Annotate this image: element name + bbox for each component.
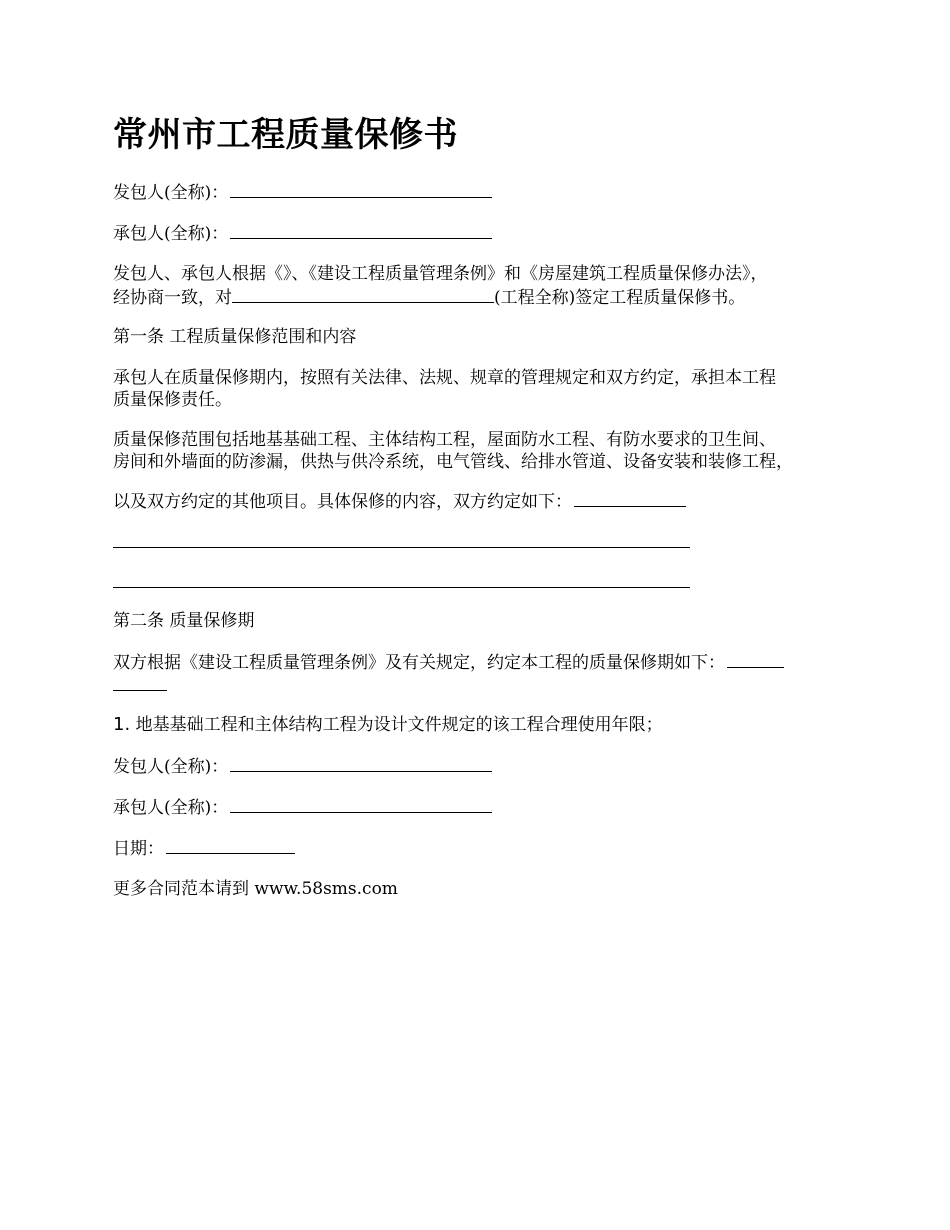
project-name-blank	[232, 286, 494, 303]
period-blank	[727, 651, 784, 668]
sign-party-a-label: 发包人(全称)：	[113, 757, 229, 777]
article1-heading: 第一条 工程质量保修范围和内容	[113, 327, 357, 347]
content-blank	[574, 490, 686, 507]
party-a-line	[113, 181, 853, 204]
party-b-blank	[230, 222, 492, 239]
sign-party-b-line	[113, 796, 853, 819]
period-blank-continued	[113, 674, 167, 691]
article2-p1-text: 双方根据《建设工程质量管理条例》及有关规定，约定本工程的质量保修期如下：	[113, 653, 725, 673]
sign-party-a-blank	[230, 755, 492, 772]
party-a-label: 发包人(全称)：	[113, 183, 229, 203]
date-blank	[166, 837, 295, 854]
date-line	[113, 837, 853, 860]
article1-p1-line2: 质量保修责任。	[113, 390, 232, 410]
party-b-line	[113, 222, 853, 245]
intro-line-1: 发包人、承包人根据《》、《建设工程质量管理条例》和《房屋建筑工程质量保修办法》，	[113, 264, 768, 284]
item-1	[113, 714, 853, 736]
intro-line-2	[113, 286, 853, 309]
blank-line-2	[113, 586, 690, 588]
document-title: 常州市工程质量保修书	[113, 115, 458, 155]
sign-party-b-label: 承包人(全称)：	[113, 798, 229, 818]
article2-heading: 第二条 质量保修期	[113, 611, 255, 631]
item-1-number: 1.	[113, 714, 131, 735]
footer-text: 更多合同范本请到 www.58sms.com	[113, 879, 398, 899]
party-a-blank	[230, 181, 492, 198]
party-b-label: 承包人(全称)：	[113, 224, 229, 244]
date-label: 日期：	[113, 839, 164, 859]
item-1-text: 地基基础工程和主体结构工程为设计文件规定的该工程合理使用年限；	[135, 715, 663, 735]
article1-p2-line2: 房间和外墙面的防渗漏，供热与供冷系统，电气管线、给排水管道、设备安装和装修工程，	[113, 452, 793, 472]
article1-p3-text: 以及双方约定的其他项目。具体保修的内容，双方约定如下：	[113, 492, 572, 512]
article2-p1	[113, 651, 853, 674]
intro-prefix: 经协商一致，对	[113, 288, 232, 308]
article1-p3	[113, 490, 853, 513]
intro-suffix: (工程全称)签定工程质量保修书。	[494, 288, 746, 308]
article1-p1-line1: 承包人在质量保修期内，按照有关法律、法规、规章的管理规定和双方约定，承担本工程	[113, 368, 776, 388]
article1-p2-line1: 质量保修范围包括地基基础工程、主体结构工程，屋面防水工程、有防水要求的卫生间、	[113, 430, 776, 450]
sign-party-a-line	[113, 755, 853, 778]
blank-line-1	[113, 546, 690, 548]
article2-p1-continuation	[113, 674, 853, 697]
sign-party-b-blank	[230, 796, 492, 813]
